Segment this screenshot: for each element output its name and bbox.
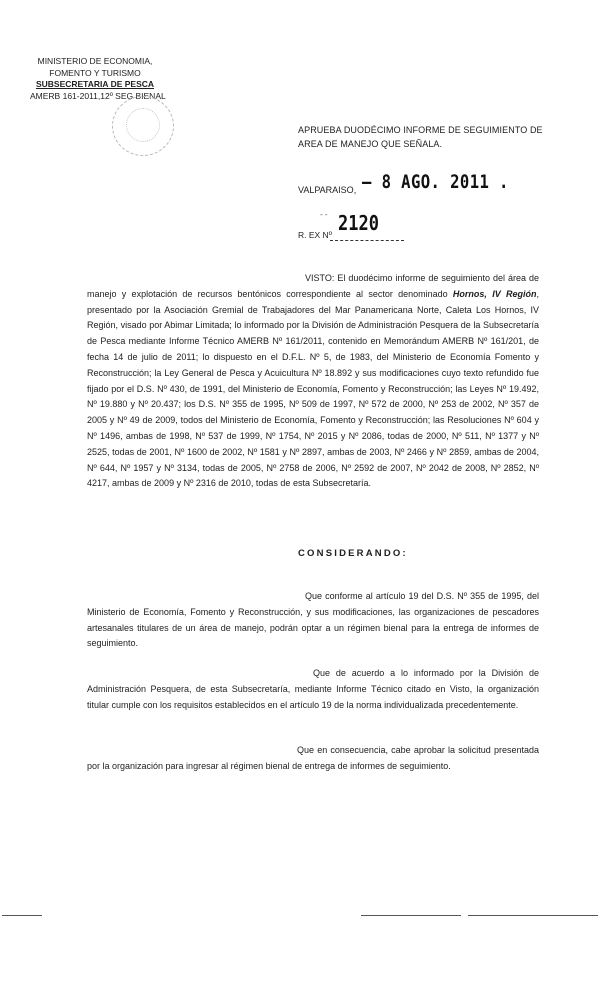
rex-ticks: - - <box>320 210 328 219</box>
considerando-heading: CONSIDERANDO: <box>298 548 408 559</box>
ministry-subname: FOMENTO Y TURISMO <box>49 67 141 78</box>
subject-line-1: APRUEBA DUODÉCIMO INFORME DE SEGUIMIENTO DE <box>298 125 543 135</box>
footer-rule-left <box>2 915 42 916</box>
document-reference: AMERB 161-2011,12º SEG BIENAL <box>30 90 166 101</box>
considerando-text-2: Que de acuerdo a lo informado por la División de Administración Pesquera, de esta Subsecretaría, mediante Informe Técnico citado en Visto, la organización titular cumple con los requisitos establecidos en el artículo 19 de la norma individualizada precedentemente. <box>87 668 539 710</box>
official-seal-inner <box>126 108 160 142</box>
visto-sector: Hornos, IV Región <box>452 288 537 299</box>
resolution-number: 2120 <box>338 211 379 235</box>
resolution-subject <box>298 124 558 151</box>
visto-rest: , presentado por la Asociación Gremial de Trabajadores del Mar Panamericana Norte, Caleta Los Hornos, IV Región, visado por Abimar Limitada; lo informado por la División de Administración Pesquera de la Subsecretaría de Pesca mediante Informe Técnico AMERB Nº 161/2011, contenido en Memorándum AMERB Nº 161/201, de fecha 14 de julio de 2011; lo dispuesto en el D.F.L. Nº 5, de 1983, del Ministerio de Economía Fomento y Reconstrucción; la Ley General de Pesca y Acuicultura Nº 18.892 y sus modificaciones cuyo texto refundido fue fijado por el D.S. Nº 430, de 1991, del Ministerio de Economía, Fomento y Reconstrucción; las Leyes Nº 19.492, Nº 19.880 y Nº 20.437; los D.S. Nº 355 de 1995, Nº 509 de 1997, Nº 572 de 2000, Nº 253 de 2002, Nº 357 de 2005 y Nº 49 de 2009, todos del Ministerio de Economía, Fomento y Reconstrucción; las Resoluciones Nº 604 y Nº 1496, ambas de 1998, Nº 537 de 1999, Nº 1754, Nº 2015 y Nº 2086, todas de 2000, Nº 511, Nº 1377 y Nº 2525, todas de 2001, Nº 1600 de 2002, Nº 1581 y Nº 2897, ambas de 2003, Nº 2466 y Nº 2859, ambas de 2004, Nº 644, Nº 1957 y Nº 3134, todas de 2005, Nº 2758 de 2006, Nº 2592 de 2007, Nº 2042 de 2008, Nº 2852, Nº 4217, ambas de 2009 y Nº 2316 de 2010, todas de esta Subsecretaría. <box>87 288 539 489</box>
visto-paragraph <box>87 271 539 492</box>
considerando-text-3: Que en consecuencia, cabe aprobar la solicitud presentada por la organización para ingresar al régimen bienal de entrega de informes de seguimiento. <box>87 745 539 771</box>
place-label: VALPARAISO, <box>298 185 357 195</box>
subject-line-2: AREA DE MANEJO QUE SEÑALA. <box>298 138 443 149</box>
footer-rule-right <box>468 915 598 916</box>
ministry-name: MINISTERIO DE ECONOMIA, <box>37 56 153 66</box>
date-stamp: – 8 AGO. 2011 . <box>362 171 509 193</box>
footer-rule-middle <box>361 915 461 916</box>
considerando-paragraph-3 <box>87 743 539 775</box>
visto-lead: VISTO: El duodécimo informe de seguimiento del área de manejo y explotación de recursos bentónicos correspondiente al sector denominado <box>87 273 539 299</box>
considerando-text-1: Que conforme al artículo 19 del D.S. Nº 355 de 1995, del Ministerio de Economía, Fomento y Reconstrucción, y sus modificaciones, las organizaciones de pescadores artesanales titulares de un área de manejo, podrán optar a un régimen bienal para la entrega de informes de seguimiento. <box>87 591 539 649</box>
considerando-paragraph-2 <box>87 666 539 713</box>
resolution-number-line <box>330 240 404 241</box>
considerando-paragraph-1 <box>87 589 539 652</box>
subsecretariat-name: SUBSECRETARIA DE PESCA <box>35 79 155 89</box>
resolution-number-label: R. EX Nº <box>298 230 332 240</box>
